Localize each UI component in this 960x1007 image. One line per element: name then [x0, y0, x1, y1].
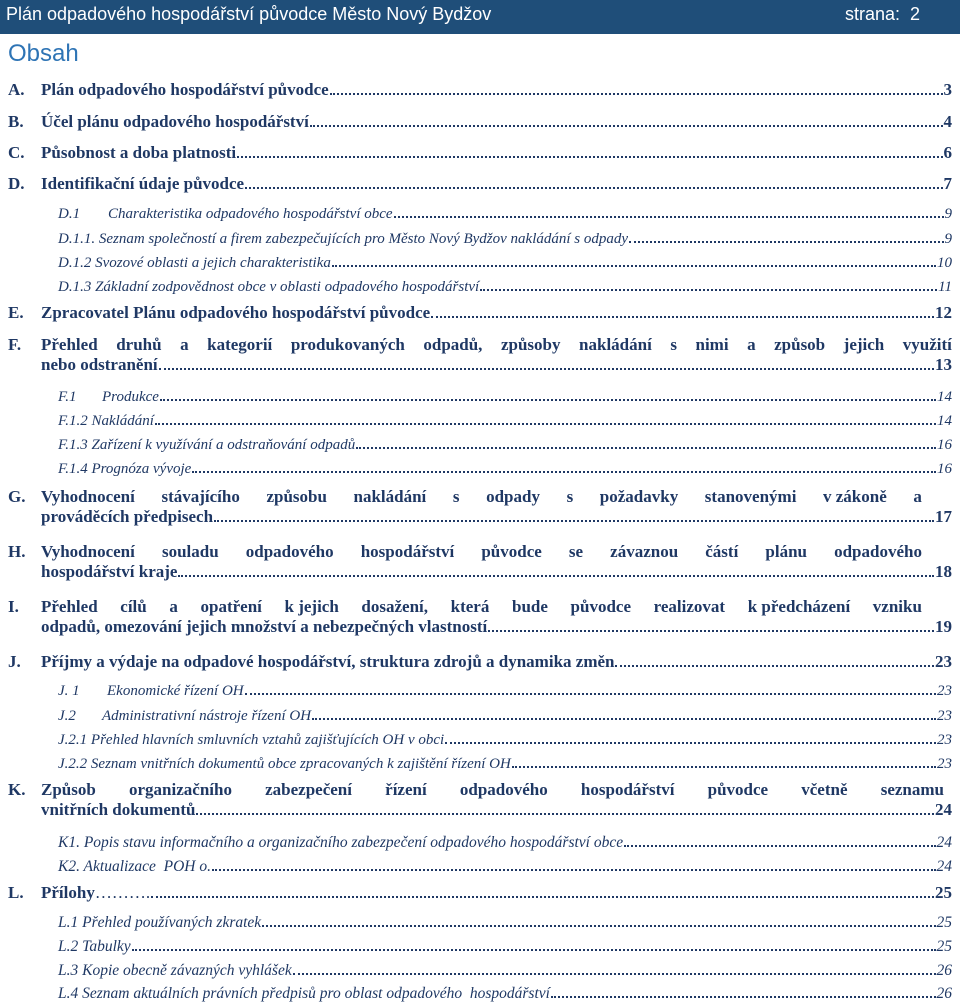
toc-entry-page: 24 [936, 858, 952, 875]
dot-leader [293, 973, 936, 975]
toc-entry-number: G. [8, 487, 26, 506]
dot-leader [237, 156, 942, 158]
toc-entry-text: L.4 Seznam aktuálních právních předpisů pro oblast odpadového hospodářství [58, 985, 550, 1002]
toc-entry-word: Přehled [41, 335, 98, 354]
toc-entry-number: L. [8, 883, 24, 902]
toc-entry-text-line2: odpadů, omezování jejich množství a nebezpečných vlastností [41, 617, 488, 636]
toc-title: Obsah [8, 40, 79, 67]
dot-leader [431, 316, 934, 318]
toc-entry-word: způsoby [500, 335, 561, 354]
toc-entry-word: odpadového [245, 542, 334, 561]
toc-entry-j22[interactable] [58, 756, 952, 773]
toc-entry-f12[interactable] [58, 413, 952, 430]
toc-entry-word: nakládání [579, 335, 652, 354]
toc-entry-page: 25 [936, 914, 952, 931]
toc-entry-k[interactable] [8, 780, 952, 820]
toc-entry-word: hospodářství [360, 542, 455, 561]
toc-entry-text-line2: nebo odstranění [41, 355, 158, 374]
toc-entry-word: s [670, 335, 677, 354]
toc-entry-number: J. [8, 652, 21, 671]
toc-entry-word: Vyhodnocení [41, 542, 135, 561]
dot-leader [160, 399, 936, 401]
toc-entry-page: 23 [937, 732, 952, 748]
toc-entry-word: jejich [843, 335, 885, 354]
dot-leader [245, 693, 936, 695]
header-page-label: strana: [844, 4, 900, 24]
toc-entry-text: D.1.3 Základní zodpovědnost obce v oblasti odpadového hospodářství [58, 279, 480, 295]
toc-entry-j21[interactable] [58, 732, 952, 749]
toc-entry-number: F.1 [58, 389, 77, 405]
toc-entry-word: dosažení, [361, 597, 429, 616]
dot-leader [551, 996, 936, 998]
toc-entry-page: 19 [935, 617, 952, 636]
toc-entry-word: odpadů, [423, 335, 483, 354]
dot-leader [196, 813, 934, 815]
toc-entry-word: řízení [385, 780, 427, 799]
toc-entry-page: 9 [944, 206, 952, 222]
toc-entry-page: 18 [935, 562, 952, 581]
toc-entry-text: F.1.3 Zařízení k využívání a odstraňování odpadů [58, 437, 356, 453]
toc-entry-text: J.2.2 Seznam vnitřních dokumentů obce zpracovaných k zajištění řízení OH [58, 756, 511, 772]
dot-leader [312, 718, 936, 720]
toc-entry-page: 26 [936, 962, 952, 979]
toc-entry-f[interactable] [8, 335, 952, 375]
toc-entry-k2[interactable] [58, 858, 952, 876]
dot-leader [624, 845, 935, 847]
toc-entry-l[interactable] [8, 883, 952, 903]
toc-entry-word: odpady [486, 487, 540, 506]
toc-entry-word: způsob [774, 335, 826, 354]
toc-entry-text: D.1.2 Svozové oblasti a jejich charakteristika [58, 255, 331, 271]
toc-entry-text: Ekonomické řízení OH [107, 683, 244, 699]
dot-leader [488, 630, 934, 632]
dot-leader [151, 896, 934, 898]
toc-entry-h[interactable] [8, 542, 952, 582]
dot-leader [394, 216, 944, 218]
toc-entry-word: stanovenými [704, 487, 797, 506]
toc-entry-word: se [568, 542, 584, 561]
toc-entry-l1[interactable] [58, 914, 952, 932]
dot-leader [445, 742, 936, 744]
toc-entry-page: 25 [935, 883, 952, 902]
toc-entry-page: 10 [937, 255, 952, 271]
dot-leader [615, 665, 934, 667]
toc-entry-continuation [8, 617, 952, 637]
toc-entry-e[interactable] [8, 303, 952, 323]
toc-entry-j2[interactable] [58, 708, 952, 725]
toc-entry-text: Charakteristika odpadového hospodářství obce [108, 206, 393, 222]
toc-entry-text: L.1 Přehled používaných zkratek [58, 914, 262, 931]
toc-entry-j[interactable] [8, 652, 952, 672]
toc-entry-text: F.1.4 Prognóza vývoje [58, 461, 192, 477]
toc-entry-text-line2: vnitřních dokumentů [41, 800, 196, 819]
toc-entry-text: L.2 Tabulky [58, 938, 131, 955]
dot-leader [629, 241, 943, 243]
toc-entry-number: J. 1 [58, 683, 80, 699]
toc-entry-text-line1 [41, 597, 952, 617]
toc-entry-text: Příjmy a výdaje na odpadové hospodářství, struktura zdrojů a dynamika změn [41, 652, 615, 671]
toc-entry-number: H. [8, 542, 26, 561]
toc-entry-i[interactable] [8, 597, 952, 637]
dot-leader [310, 125, 943, 127]
toc-entry-page: 9 [944, 231, 952, 247]
toc-entry-word: cílů [120, 597, 147, 616]
toc-entry-text-line2: hospodářství kraje [41, 562, 178, 581]
dot-leader [262, 925, 935, 927]
toc-entry-number: B. [8, 112, 24, 131]
toc-entry-d11[interactable] [58, 231, 952, 248]
toc-entry-continuation [8, 562, 952, 582]
toc-entry-text: Účel plánu odpadového hospodářství [41, 112, 309, 131]
toc-entry-word: využití [902, 335, 952, 354]
dot-leader [214, 520, 934, 522]
toc-entry-text-line2: prováděcích předpisech [41, 507, 214, 526]
toc-entry-page: 4 [943, 112, 952, 131]
toc-entry-d13[interactable] [58, 279, 952, 296]
toc-entry-number: E. [8, 303, 24, 322]
toc-entry-page: 23 [937, 756, 952, 772]
toc-entry-word: původce [707, 780, 769, 799]
toc-entry-word: odpadového [834, 542, 922, 561]
toc-entry-text: Zpracovatel Plánu odpadového hospodářství původce [41, 303, 431, 322]
toc-entry-text-line1 [41, 487, 952, 507]
toc-entry-word: opatření [200, 597, 262, 616]
toc-entry-page: 6 [943, 143, 952, 162]
toc-entry-word: s [566, 487, 574, 506]
toc-entry-l3[interactable] [58, 962, 952, 980]
toc-entry-text-line1 [41, 335, 952, 355]
toc-entry-a[interactable] [8, 80, 952, 100]
toc-entry-text: L.3 Kopie obecně závazných vyhlášek [58, 962, 292, 979]
toc-entry-continuation [8, 355, 952, 375]
toc-entry-word: a [747, 335, 756, 354]
dot-leader [159, 368, 934, 370]
toc-entry-word: odpadového [459, 780, 548, 799]
toc-entry-page: 26 [936, 985, 952, 1002]
toc-entry-k1[interactable] [58, 834, 952, 852]
dot-leader [480, 289, 937, 291]
toc-entry-page: 23 [937, 683, 952, 699]
toc-entry-word: v zákoně [823, 487, 887, 506]
dot-leader [356, 447, 936, 449]
header-title: Plán odpadového hospodářství původce Město Nový Bydžov [6, 4, 492, 24]
toc-entry-text: Plán odpadového hospodářství původce [41, 80, 329, 99]
toc-entry-page: 14 [937, 389, 952, 405]
toc-entry-text: F.1.2 Nakládání [58, 413, 154, 429]
toc-entry-word: Způsob [41, 780, 96, 799]
toc-entry-page: 25 [936, 938, 952, 955]
toc-entry-word: zabezpečení [265, 780, 352, 799]
toc-entry-number: D. [8, 174, 25, 193]
toc-entry-continuation [8, 507, 952, 527]
dot-leader [512, 766, 936, 768]
dot-leader [245, 187, 942, 189]
toc-entry-word: která [450, 597, 490, 616]
toc-entry-number: J.2 [58, 708, 76, 724]
toc-entry-filler: ………. [94, 883, 151, 902]
toc-entry-text: J.2.1 Přehled hlavních smluvních vztahů zajišťujících OH v obci [58, 732, 445, 748]
toc-entry-text: Produkce [102, 389, 159, 405]
toc-entry-page: 16 [937, 437, 952, 453]
toc-entry-page: 13 [935, 355, 952, 374]
dot-leader [132, 949, 936, 951]
toc-entry-d1[interactable] [58, 206, 952, 223]
toc-entry-text: K2. Aktualizace POH o. [58, 858, 211, 875]
toc-entry-word: souladu [161, 542, 219, 561]
toc-entry-page: 17 [935, 507, 952, 526]
toc-entry-g[interactable] [8, 487, 952, 527]
toc-entry-word: způsobu [266, 487, 327, 506]
toc-entry-word: plánu [765, 542, 807, 561]
toc-entry-page: 23 [937, 708, 952, 724]
toc-entry-text: Působnost a doba platnosti [41, 143, 237, 162]
toc-entry-word: s [452, 487, 460, 506]
header-page-number: 2 [909, 4, 920, 24]
toc-entry-word: Vyhodnocení [41, 487, 135, 506]
toc-entry-b[interactable] [8, 112, 952, 132]
toc-entry-word: hospodářství [580, 780, 675, 799]
toc-entry-word: včetně [801, 780, 848, 799]
toc-entry-word: nimi [695, 335, 729, 354]
toc-entry-number: D.1 [58, 206, 81, 222]
toc-entry-page: 12 [935, 303, 952, 322]
toc-entry-f13[interactable] [58, 437, 952, 454]
toc-entry-word: kategorií [207, 335, 273, 354]
toc-entry-page: 7 [943, 174, 952, 193]
toc-entry-word: a [180, 335, 189, 354]
toc-entry-number: F. [8, 335, 22, 354]
toc-entry-word: požadavky [599, 487, 679, 506]
toc-entry-page: 24 [935, 800, 952, 819]
toc-entry-number: K. [8, 780, 26, 799]
toc-entry-text: K1. Popis stavu informačního a organizačního zabezpečení odpadového hospodářství obce [58, 834, 624, 851]
toc-entry-text-line1 [41, 780, 952, 800]
toc-entry-text: Administrativní nástroje řízení OH [102, 708, 312, 724]
toc-entry-page: 14 [937, 413, 952, 429]
toc-entry-number: I. [8, 597, 19, 616]
toc-entry-page: 3 [943, 80, 952, 99]
toc-entry-word: a [913, 487, 922, 506]
toc-entry-word: původce [481, 542, 542, 561]
toc-entry-word: částí [705, 542, 739, 561]
toc-entry-c[interactable] [8, 143, 952, 163]
toc-entry-word: stávajícího [161, 487, 240, 506]
toc-entry-f14[interactable] [58, 461, 952, 478]
toc-entry-word: realizovat [653, 597, 726, 616]
toc-entry-word: druhů [116, 335, 162, 354]
dot-leader [155, 423, 936, 425]
dot-leader [192, 471, 936, 473]
toc-entry-l4[interactable] [58, 985, 952, 1003]
toc-entry-d12[interactable] [58, 255, 952, 272]
toc-entry-f1[interactable] [58, 389, 952, 406]
dot-leader [178, 575, 934, 577]
toc-entry-word: k jejich [284, 597, 339, 616]
toc-entry-text: Identifikační údaje původce [41, 174, 245, 193]
dot-leader [330, 93, 943, 95]
toc-entry-word: a [169, 597, 178, 616]
toc-entry-page: 24 [936, 834, 952, 851]
toc-entry-number: C. [8, 143, 25, 162]
toc-entry-page: 11 [938, 279, 952, 295]
toc-entry-continuation [8, 800, 952, 820]
toc-entry-text: Přílohy [41, 883, 95, 902]
toc-entry-word: závaznou [610, 542, 679, 561]
toc-entry-word: Přehled [41, 597, 98, 616]
toc-entry-page: 23 [935, 652, 952, 671]
toc-entry-d[interactable] [8, 174, 952, 194]
toc-entry-word: organizačního [129, 780, 232, 799]
dot-leader [212, 869, 936, 871]
toc-entry-number: A. [8, 80, 25, 99]
toc-entry-word: bude [511, 597, 548, 616]
dot-leader [332, 265, 936, 267]
toc-entry-word: vzniku [872, 597, 922, 616]
toc-entry-word: k předcházení [747, 597, 851, 616]
toc-entry-text-line1 [41, 542, 952, 562]
toc-entry-word: původce [570, 597, 631, 616]
toc-entry-j1[interactable] [58, 683, 952, 700]
toc-entry-text: D.1.1. Seznam společností a firem zabezpečujících pro Město Nový Bydžov nakládání s odpady [58, 231, 629, 247]
toc-entry-word: seznamu [880, 780, 944, 799]
toc-entry-page: 16 [937, 461, 952, 477]
toc-entry-word: nakládání [353, 487, 427, 506]
toc-entry-l2[interactable] [58, 938, 952, 956]
toc-entry-word: produkovaných [290, 335, 405, 354]
